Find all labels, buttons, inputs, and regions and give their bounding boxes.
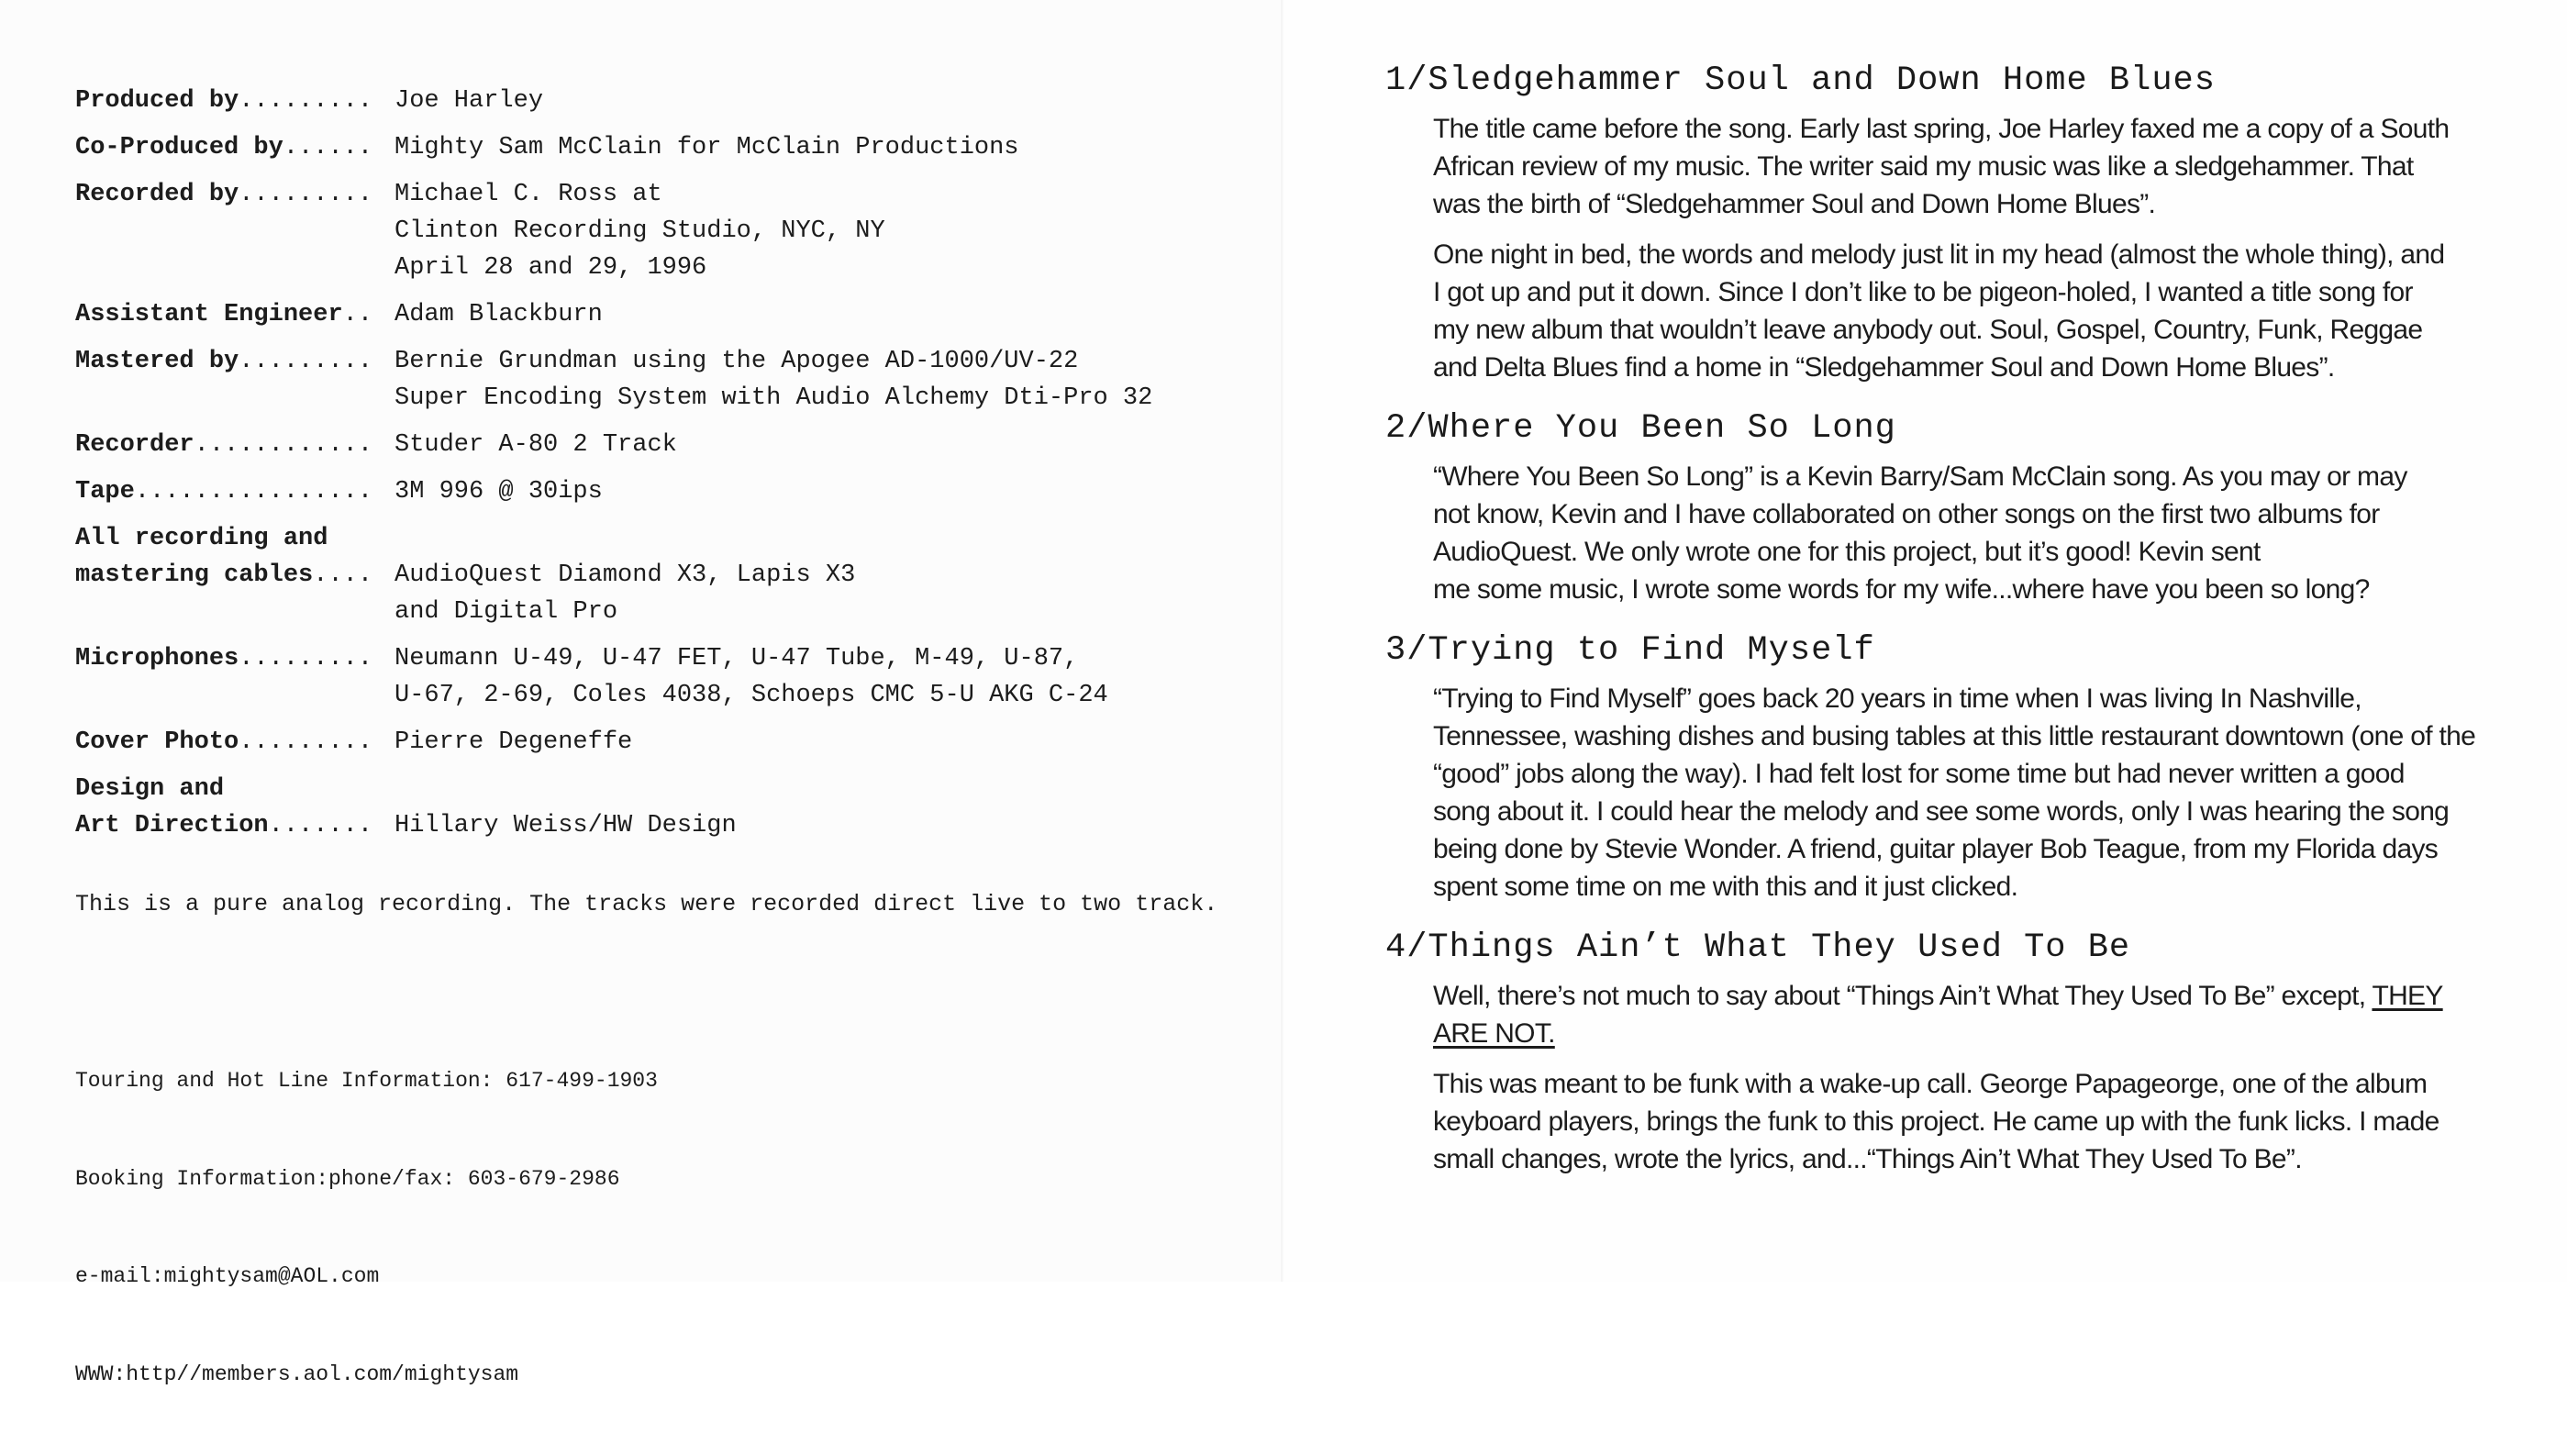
credit-label: Recorded by......... [75,181,373,208]
song-paragraph [1433,458,2479,608]
paragraph-line: and Delta Blues find a home in “Sledgehammer Soul and Down Home Blues”. [1433,352,2335,383]
liner-notes-page [1284,0,2567,1282]
credits-list [75,83,1268,854]
credit-label: Cover Photo......... [75,728,373,756]
paragraph-line: was the birth of “Sledgehammer Soul and Down Home Blues”. [1433,189,2156,219]
email-info: e-mail:mightysam@AOL.com [75,1264,380,1288]
song-section [1387,625,2479,906]
credit-value: Pierre Degeneffe [394,728,633,756]
paragraph-line: spent some time on me with this and it just clicked. [1433,872,2018,902]
hotline-info: Touring and Hot Line Information: 617-499-1903 [75,1069,658,1093]
website-info: WWW:http//members.aol.com/mightysam [75,1362,519,1386]
paragraph-line: ARE NOT. [1433,1018,1555,1049]
paragraph-line: Tennessee, washing dishes and busing tables at this little restaurant downtown (one of the [1433,721,2476,751]
credit-value: AudioQuest Diamond X3, Lapis X3 and Digital Pro [394,561,856,626]
credits-page [0,0,1284,1386]
credit-value: Neumann U-49, U-47 FET, U-47 Tube, M-49, U-87, U-67, 2-69, Coles 4038, Schoeps CMC 5-U AKG C-24 [394,645,1108,709]
paragraph-line: song about it. I could hear the melody and see some words, only I was hearing the song [1433,796,2450,827]
paragraph-line: “Where You Been So Long” is a Kevin Barry/Sam McClain song. As you may or may [1433,461,2407,492]
song-title: 3/Trying to Find Myself [1385,631,1875,670]
credit-value: Adam Blackburn [394,301,603,328]
paragraph-line: my new album that wouldn’t leave anybody out. Soul, Gospel, Country, Funk, Reggae [1433,315,2423,345]
credit-value: Michael C. Ross at Clinton Recording Studio, NYC, NY April 28 and 29, 1996 [394,181,885,282]
credit-label: Tape................ [75,478,373,506]
paragraph-line: Well, there’s not much to say about “Things Ain’t What They Used To Be” except, THEY [1433,981,2443,1011]
song-paragraph [1433,1065,2479,1178]
song-title: 1/Sledgehammer Soul and Down Home Blues [1385,61,2216,100]
credit-label: Recorder............ [75,431,373,459]
credit-row [75,296,1268,333]
song-paragraph [1433,236,2479,386]
paragraph-line: “Trying to Find Myself” goes back 20 years in time when I was living In Nashville, [1433,684,2361,714]
credit-row [75,771,1268,844]
credit-label: Assistant Engineer.. [75,301,373,328]
paragraph-line: “good” jobs along the way). I had felt lost for some time but had never written a good [1433,759,2405,789]
paragraph-line: One night in bed, the words and melody just lit in my head (almost the whole thing), and [1433,239,2445,270]
credit-row [75,640,1268,714]
credit-label: Co-Produced by...... [75,134,373,161]
credit-row [75,473,1268,510]
paragraph-line: This was meant to be funk with a wake-up call. George Papageorge, one of the album [1433,1069,2428,1099]
paragraph-line: AudioQuest. We only wrote one for this project, but it’s good! Kevin sent [1433,537,2261,567]
credit-row [75,343,1268,417]
paragraph-line: small changes, wrote the lyrics, and...“Things Ain’t What They Used To Be”. [1433,1144,2302,1174]
song-notes [1387,55,2479,1195]
paragraph-line: not know, Kevin and I have collaborated on other songs on the first two albums for [1433,499,2380,529]
paragraph-line: African review of my music. The writer said my music was like a sledgehammer. That [1433,151,2414,182]
credit-label: Produced by......... [75,87,373,115]
credit-label: All recording and mastering cables.... [75,525,373,589]
song-paragraph [1433,977,2479,1052]
credit-label: Microphones......... [75,645,373,672]
song-paragraph [1433,680,2479,906]
credit-row [75,129,1268,166]
song-section [1387,403,2479,608]
credit-row [75,83,1268,119]
credit-row [75,427,1268,463]
credit-label: Mastered by......... [75,348,373,375]
song-section [1387,922,2479,1178]
credit-value: Hillary Weiss/HW Design [394,812,737,839]
song-section [1387,55,2479,386]
song-paragraph [1433,110,2479,223]
credit-value: Bernie Grundman using the Apogee AD-1000/UV-22 Super Encoding System with Audio Alchemy Dti-Pro 32 [394,348,1153,412]
paragraph-line: me some music, I wrote some words for my wife...where have you been so long? [1433,574,2370,605]
credit-value: Mighty Sam McClain for McClain Productions [394,134,1019,161]
credit-value: Studer A-80 2 Track [394,431,677,459]
credit-value: Joe Harley [394,87,544,115]
contact-info [75,1000,658,1456]
booking-info: Booking Information:phone/fax: 603-679-2986 [75,1166,620,1191]
paragraph-line: being done by Stevie Wonder. A friend, guitar player Bob Teague, from my Florida days [1433,834,2439,864]
analog-recording-note: This is a pure analog recording. The tracks were recorded direct live to two track. [75,891,1218,917]
credit-row [75,176,1268,286]
paragraph-line: keyboard players, brings the funk to this project. He came up with the funk licks. I made [1433,1106,2439,1137]
song-title: 2/Where You Been So Long [1385,409,1896,448]
song-title: 4/Things Ain’t What They Used To Be [1385,928,2131,967]
credit-row [75,520,1268,630]
credit-label: Design and Art Direction....... [75,775,373,839]
credit-row [75,724,1268,761]
credit-value: 3M 996 @ 30ips [394,478,603,506]
paragraph-line: The title came before the song. Early last spring, Joe Harley faxed me a copy of a South [1433,114,2450,144]
paragraph-line: I got up and put it down. Since I don’t like to be pigeon-holed, I wanted a title song for [1433,277,2413,307]
